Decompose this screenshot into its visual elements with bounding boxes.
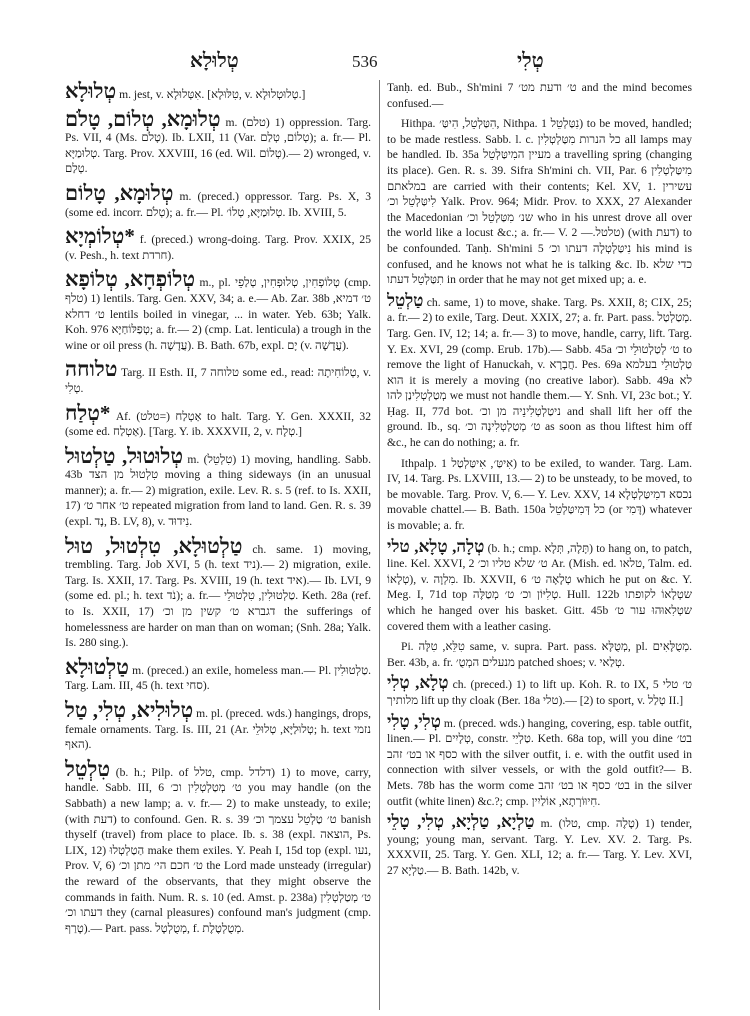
entry-text: m., pl. טְלוֹפְחִין, טְלוּפְחִין, טְלַפֵי (cmp. טלף) 1) lentils. Targ. Gen. XXV, 34; a. e.— Ab. Zar. 38b ט׳ דמיא, ט׳ דחלא lentils boiled in vinegar, ... in water. Yeb. 63b; Yalk. Koh. 976 טְפַלּוֹחַיָּא; a. fr.— 2) (cmp. Lat. lenticula) a trough in the wine or oil press (h. עֲדָשָׁה). B. Bath. 67b, expl. יָם (v. עֲדָשָׁה).	[65, 276, 371, 352]
entry-text: m. (טִלְטֵל) 1) moving, handling. Sabb. 43b טִלְטוּל מן הצד moving a thing sideways (in an unusual manner); a. fr.— 2) migration, exile. Lev. R. s. 5 (ref. to Is. XXII, 17) ט׳ אחר ט׳ repeated migration from land to land. Gen. R. s. 39 (expl. נָד, B. LV, 8), v. נִידוּד.	[65, 452, 371, 529]
entry-text: m. jest, v. אִטְּלוּלָא. [טִלּוּלָא, v. טְלוּטְלוּלָא.]	[119, 88, 306, 101]
entry-text: Targ. II Esth. II, 7 טלוחה some ed., read: טְלוֹחִיתָה, v. טְלִי.	[65, 366, 371, 395]
dictionary-entry	[65, 225, 371, 263]
dictionary-entry	[387, 675, 692, 708]
column-divider	[379, 80, 380, 1010]
entry-text: Hithpa. הִטַּלְטֵל, הִיטַּ׳, Nithpa. נִטַּלְטֵל 1) to be moved, handled; to be made restless. Sabb. l. c. כל הנרות מִטַּלְטְלִין all lamps may be handled. Ib. 35a מעיין המִיטַּלְטֵל a travelling spring (changing its place). Gen. R. s. 39. Sifra Sh'mini ch. VII, Par. 6 מִיטַּלְטְלִין במלאתם are carried with their contents; Kel. XV, 1. עשירין לִיטַּלְטֵל וכ׳ Yalk. Prov. 964; Midr. Prov. to XXX, 27 Alexander the Macedonian שנ׳ מִטַּלְטֵל וכ׳ who in his unrest drove all over the world like a locust &c.; a. fr.— V. טלטל.— 2) (with דעת) to be confounded. Tanḥ. Sh'mini 5 נִיטַּלְטְלָה דעתו וכ׳ his mind is confused, and he knows not what he is talking &c. Ib. כדי שלא תִטַּלְטֵל דעתו in order that he may not get mixed up; a. e.	[387, 117, 692, 287]
entry-text: ch. same, 1) to move, shake. Targ. Ps. XXII, 8; CIX, 25; a. fr.— 2) to exile, Targ. Deut. XXIX, 27; a. fr. Part. pass. מְטַלְטַל. Targ. Gen. IV, 12; 14; a. fr.— 3) to move, handle, carry, lift. Targ. Y. Ex. XVI, 29 (comp. Erub. 17b).— Sabb. 45a ט׳ לְטַלְטוּלֵי וכ׳ to remove the light of Hanuckah, v. חֲבָרָא. Pes. 69a טַלְטוּלֵי בעלמא הוא it is merely a moving (no creative labor). Sabb. 49a לא מְטַלְטְלִינַן להו we must not handle them.— Y. Snh. VI, 23c bot.; Y. Ḥag. II, 77d bot. ניטַלְטְלִינֵיה מן וכ׳ and shall lift her off the ground. Ib., sq. ט׳ מְטַלְטְלִינָה וכ׳ as soon as thou liftest him off &c., he can do nothing; a. fr.	[387, 295, 692, 450]
entry-text: (b. h.; Pilp. of טלל, cmp. דלדל) 1) to move, carry, handle. Sabb. III, 6 ט׳ מְטַלְטְלִין וכ׳ you may handle (on the Sabbath) a new lamp; a. v. fr.— 2) to make unsteady, to exile; (with דעת) to confound. Gen. R. s. 39 ט׳ טַלְטֵל עצמך וכ׳ banish thyself (travel) from place to place. Ib. s. 38 (expl. הוצאה, Ps. LIX, 12) הַטַלְטְלוּ make them exiles. Y. Peah I, 15d top (expl. נעו, Prov. V, 6) ט׳ חכם הי׳ מתן וכ׳ the Lord made unsteady (irregular) the reward of the observants, that they might observe the commands in faith. Num. R. s. 10 (ed. Amst. p. 238a) ט׳ מְטַלְטְלִין דעתו וכ׳ they (carnal pleasures) confound man's judgment (cmp. טָרַף).— Part. pass. מְטֻלְטָל, f. מְטֻלְטֶלֶת.	[65, 765, 371, 935]
dictionary-entry	[65, 402, 371, 440]
entry-text: ch. (preced.) 1) to lift up. Koh. R. to IX, 5 ט׳ טלי מלותיך lift up thy cloak (Ber. 18a טלי).— [2) to sport, v. טְלַל II.]	[387, 678, 692, 707]
entry-subparagraph	[387, 639, 692, 670]
entry-continuation	[387, 80, 692, 111]
entry-headword: טַלְטוּלָא, טִלְטוּל, טוּל	[65, 533, 243, 558]
entry-headword: *טְלַח	[65, 400, 111, 425]
entry-text: f. (preced.) wrong-doing. Targ. Prov. XXIX, 25 (v. Pesh., h. text חרדת).	[65, 233, 371, 262]
entry-headword: טְלוּמָא, טָלוֹם	[65, 180, 174, 205]
entry-headword: טְלוּלָא	[65, 80, 117, 103]
dictionary-entry	[65, 535, 371, 651]
entry-text: Tanḥ. ed. Bub., Sh'mini 7 ט׳ ודעת מט׳ and the mind becomes confused.—	[387, 81, 692, 110]
entry-headword: טְלוּטוּל, טַלְטוּל	[65, 443, 184, 468]
dictionary-entry	[65, 758, 371, 937]
entry-text: m. (preced. wds.) hanging, covering, esp. table outfit, linen.— Pl. טְלָיִים, constr. טַלְיֵי. Keth. 68a top, will you dine בט׳ כסף או בט׳ זהב with the silver outfit, i. e. with the outfit used in connection with silver vessels, or with the gold outfit?— B. Mets. 78b has the worm come בט׳ כסף או בט׳ זהב in the silver outfit (white linen) &c.?; cmp. חִיוּוֹרְתָא, אוֹלַיִין.	[387, 716, 692, 808]
entry-text: m. (טלם) 1) oppression. Targ. Ps. VII, 4 (Ms. טָלֹם). Ib. LXII, 11 (Var. טְלוֹם, טְלַם); a. fr.— Pl. טְלוּמַיָּא. Targ. Prov. XXVIII, 16 (ed. Wil. טְלוֹם).— 2) wronged, v. טְלַם.	[65, 115, 371, 176]
entry-text: ch. same. 1) moving, trembling. Targ. Job XVI, 5 (h. text ניד).— 2) migration, exile. Targ. Is. XXII, 17. Targ. Ps. XVIII, 19 (h. text איד).— Ib. LVI, 9 (some ed. pl.; h. text נֹד); a. fr.— טַלְטוּלִין, טִלְטוּלֵי. Keth. 28a (ref. to Is. XXII, 17) דגברא ט׳ קשין מן וכ׳ the sufferings of homelessness are harder on man than on woman; (Snh. 28a; Yalk. Is. 280 sing.).	[65, 542, 371, 650]
entry-text: m. (preced.) an exile, homeless man.— Pl. טַלְטוּלִין. Targ. Lam. III, 45 (h. text סחי).	[65, 663, 371, 693]
right-column	[387, 80, 692, 1010]
dictionary-entry	[65, 182, 371, 220]
entry-text: Ithpalp. אִיטַּ׳, אִיטַּלְטַל 1) to be exiled, to wander. Targ. Lam. IV, 14. Targ. Ps. LXVIII, 13.— 2) to be unsteady, to be moved, to be movable. Targ. Prov. V, 6.— Y. Lev. XXV, 14 נכסא דמִיטַּלְטְלָא movable chattel.— B. Bath. 150a כל דְּמִיטַּלְטֵל (or דָּמִי) whatever is movable; a. fr.	[387, 456, 692, 533]
entry-headword: טְלוּמָא, טְלוֹם, טָלֹם	[65, 106, 221, 131]
header-guide-word-right: טְלִי	[517, 50, 544, 72]
entry-text: m. (טלו, cmp. טָלֶה) 1) tender, young; young man, servant. Targ. Y. Lev. XV. 2. Targ. Ps. XXXVII, 25. Targ. Y. Gen. XLI, 12; a. fr.— Targ. Y. Lev. XVI, 27 טַלְיָא.— B. Bath. 142b, v.	[387, 817, 692, 877]
entry-headword: טִלְטֵל	[65, 756, 111, 781]
entry-headword: טְלִי, טָלִי	[387, 711, 441, 731]
dictionary-entry	[65, 80, 371, 103]
dictionary-entry	[387, 290, 692, 451]
dictionary-entry	[387, 814, 692, 878]
left-column	[65, 80, 371, 1010]
entry-headword: טְלָה, טָלָא, טלי	[387, 536, 485, 556]
entry-subparagraph	[387, 116, 692, 288]
dictionary-entry	[65, 268, 371, 353]
entry-headword: טְלָא, טְלִי	[387, 673, 449, 693]
dictionary-entry	[65, 656, 371, 694]
dictionary-entry	[387, 711, 692, 810]
entry-text: Pi. טִלֵּא, טִלָּה same, v. supra. Part. pass. מְטֻלָּא, pl. מְטֻלָּאִים. Ber. 43b, a. fr. מנעלים המְטֻ׳ patched shoes; v. טְלַאי.	[387, 640, 692, 669]
dictionary-entry	[65, 358, 371, 396]
page-header	[0, 50, 750, 76]
entry-headword: טְלוֹפְחָא, טְלוֹפָא	[65, 267, 196, 292]
entry-headword: *טְלוֹמְיָא	[65, 224, 135, 249]
page-number: 536	[352, 52, 378, 71]
entry-headword: טַלְיָא, טַלְיָא, טְלִי, טָלֵי	[387, 812, 535, 832]
entry-text: (b. h.; cmp. תָּלָה, תְּלָא) to hang on, to patch, line. Kel. XXVI, 2 ט׳ שלא טליו וכ׳ Ar. (Mish. ed. טלאו, Talm. ed. טְלָאוֹ), v. מִלְוָה. Ib. XXVII, 6 טְלָאָה ט׳ which he put on &c. Y. Meg. I, 71d top טְלִיּוֹן וכ׳ ט׳ מְטַלֶּה. Hull. 122b שטְלָאוֹ לקופתו which he hanged over his basket. Gitt. 45b שטְלִאוּהוּ עור ט׳ covered them with a leather casing.	[387, 541, 692, 633]
header-guide-word-left: טְלוּלָא	[190, 50, 239, 72]
dictionary-entry	[65, 699, 371, 753]
entry-headword: טלוחה	[65, 357, 118, 382]
entry-headword: טַלְטוּלָא	[65, 654, 129, 679]
dictionary-entry	[387, 536, 692, 635]
entry-subparagraph	[387, 456, 692, 534]
entry-text: m. (preced.) oppressor. Targ. Ps. X, 3 (some ed. incorr. טְלֹם); a. fr.— Pl. טְלוּמַיָּא, טְלוֹ׳. Ib. XVIII, 5.	[65, 189, 371, 219]
entry-headword: טַלְטֵל	[387, 290, 424, 310]
dictionary-entry	[65, 108, 371, 177]
entry-text: Af. אַטְלַח (=טלט) to halt. Targ. Y. Gen. XXXII, 32 (some ed. אַטְלַח). [Targ. Y. ib. XXXVII, 2, v. טְלָח.]	[65, 409, 371, 439]
entry-text: m. pl. (preced. wds.) hangings, drops, female ornaments. Targ. Is. III, 21 (Ar. טְלוּלַיָּא, טְלוּלֵי; h. text נזמי האף).	[65, 707, 371, 752]
entry-headword: טְלוּלִיא, טְלִי, טַל	[65, 698, 194, 722]
dictionary-entry	[65, 445, 371, 530]
